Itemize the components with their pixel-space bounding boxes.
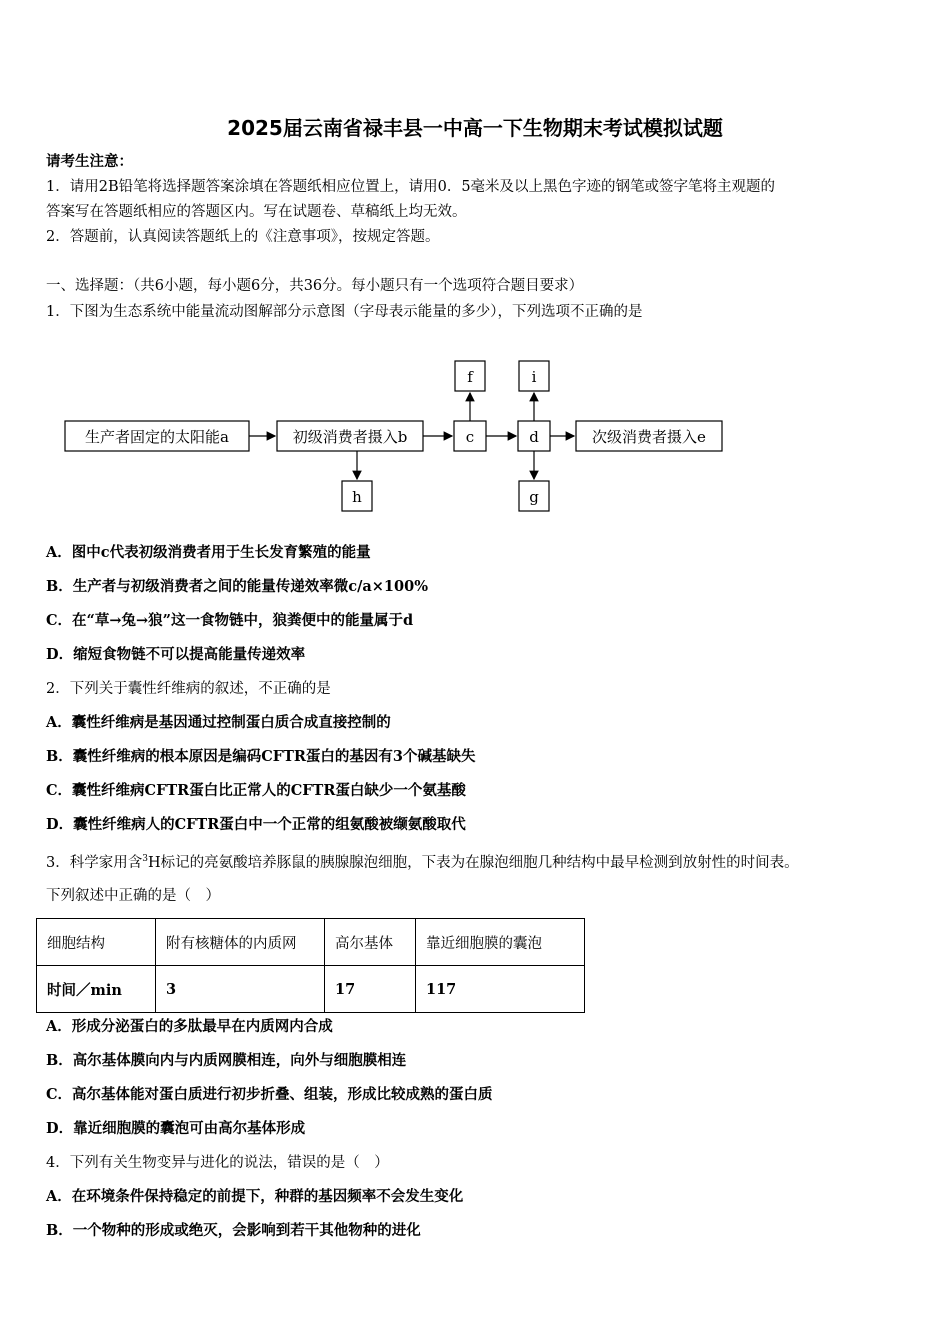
table-cell: 17 — [325, 966, 416, 1013]
primary-consumer-label: 初级消费者摄入b — [292, 428, 408, 446]
f-label: f — [467, 368, 473, 386]
secondary-consumer-label: 次级消费者摄入e — [592, 428, 706, 446]
question-1-stem: 1．下图为生态系统中能量流动图解部分示意图（字母表示能量的多少），下列选项不正确的是 — [46, 304, 643, 320]
question-2-option-c: C．囊性纤维病CFTR蛋白比正常人的CFTR蛋白缺少一个氨基酸 — [46, 782, 466, 799]
g-label: g — [529, 488, 539, 506]
d-label: d — [529, 428, 539, 446]
question-3-stem-2: 下列叙述中正确的是（ ） — [46, 888, 220, 904]
question-3-table — [36, 918, 585, 1013]
question-4-option-a: A．在环境条件保持稳定的前提下，种群的基因频率不会发生变化 — [46, 1188, 464, 1205]
question-2-option-a: A．囊性纤维病是基因通过控制蛋白质合成直接控制的 — [46, 714, 391, 731]
question-1-option-c: C．在“草→兔→狼”这一食物链中，狼粪便中的能量属于d — [46, 612, 414, 629]
question-3-option-a: A．形成分泌蛋白的多肽最早在内质网内合成 — [46, 1018, 333, 1035]
table-cell: 时间／min — [37, 966, 156, 1013]
i-label: i — [531, 368, 537, 386]
table-header-cell: 附有核糖体的内质网 — [156, 919, 325, 966]
table-header-cell: 细胞结构 — [37, 919, 156, 966]
table-cell: 3 — [156, 966, 325, 1013]
table-row — [37, 966, 585, 1013]
question-3-option-d: D．靠近细胞膜的囊泡可由高尔基体形成 — [46, 1120, 306, 1137]
notice-item-2: 2．答题前，认真阅读答题纸上的《注意事项》，按规定答题。 — [46, 229, 440, 245]
question-3-stem-pre: 3．科学家用含 — [46, 854, 143, 871]
question-3-option-b: B．高尔基体膜向内与内质网膜相连，向外与细胞膜相连 — [46, 1052, 407, 1069]
notice-item-1-cont: 答案写在答题纸相应的答题区内。写在试题卷、草稿纸上均无效。 — [46, 204, 467, 220]
h-label: h — [352, 488, 362, 506]
question-4-stem: 4．下列有关生物变异与进化的说法，错误的是（ ） — [46, 1155, 389, 1171]
table-header-cell: 高尔基体 — [325, 919, 416, 966]
question-1-option-d: D．缩短食物链不可以提高能量传递效率 — [46, 646, 306, 663]
section-heading: 一、选择题：（共6小题，每小题6分，共36分。每小题只有一个选项符合题目要求） — [46, 278, 584, 294]
question-3-stem-post: H标记的亮氨酸培养豚鼠的胰腺腺泡细胞，下表为在腺泡细胞几种结构中最早检测到放射性的时间表。 — [147, 854, 799, 871]
question-3-option-c: C．高尔基体能对蛋白质进行初步折叠、组装，形成比较成熟的蛋白质 — [46, 1086, 493, 1103]
question-3-stem — [46, 849, 799, 873]
table-header-cell: 靠近细胞膜的囊泡 — [416, 919, 585, 966]
question-3-stem-sup: 3 — [142, 854, 148, 864]
question-2-option-d: D．囊性纤维病人的CFTR蛋白中一个正常的组氨酸被缬氨酸取代 — [46, 816, 466, 833]
notice-heading: 请考生注意： — [46, 153, 133, 170]
question-1-option-b: B．生产者与初级消费者之间的能量传递效率微c/a×100% — [46, 578, 428, 595]
producer-label: 生产者固定的太阳能a — [85, 428, 229, 446]
question-2-option-b: B．囊性纤维病的根本原因是编码CFTR蛋白的基因有3个碱基缺失 — [46, 748, 476, 765]
c-label: c — [465, 428, 475, 446]
table-header-row — [37, 919, 585, 966]
question-2-stem: 2．下列关于囊性纤维病的叙述，不正确的是 — [46, 681, 331, 697]
notice-item-1: 1．请用2B铅笔将选择题答案涂填在答题纸相应位置上，请用0．5毫米及以上黑色字迹的钢笔或签字笔将主观题的 — [46, 179, 776, 195]
question-1-option-a: A．图中c代表初级消费者用于生长发育繁殖的能量 — [46, 544, 371, 561]
table-cell: 117 — [416, 966, 585, 1013]
question-4-option-b: B．一个物种的形成或绝灭，会影响到若干其他物种的进化 — [46, 1222, 421, 1239]
energy-flow-diagram — [60, 355, 740, 520]
page-title: 2025届云南省禄丰县一中高一下生物期末考试模拟试题 — [227, 116, 723, 140]
